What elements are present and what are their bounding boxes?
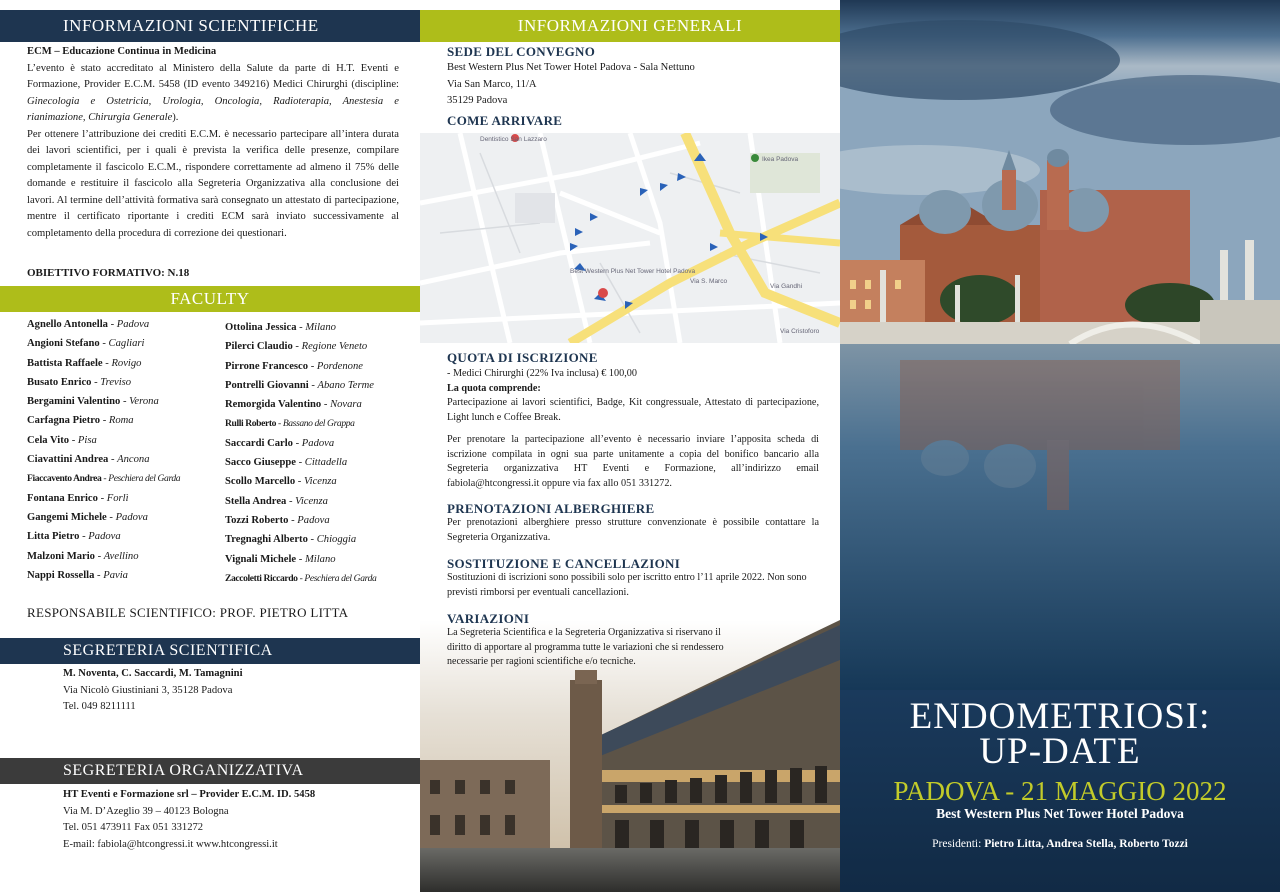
faculty-name: Remorgida Valentino [225,399,322,411]
faculty-name: Pontrelli Giovanni [225,379,309,391]
faculty-city: Pisa [77,434,97,446]
faculty-city: Padova [297,514,330,526]
venue-city: 35129 Padova [447,95,508,106]
faculty-list-right [225,318,425,588]
organizing-secretariat [63,787,315,853]
organizing-secretariat-header: SEGRETERIA ORGANIZZATIVA [0,758,420,784]
presidents-line [840,838,1280,850]
faculty-name: Fontana Enrico [27,492,98,504]
seg-org-mail: E-mail: fabiola@htcongressi.it www.htcongressi.it [63,838,278,850]
faculty-name: Malzoni Mario [27,550,95,562]
fee-includes-text: Partecipazione ai lavori scientifici, Badge, Kit congressuale, Attestato di partecipazione, Light lunch e Coffee Break. [447,397,819,423]
faculty-city: Chioggia [316,534,357,546]
faculty-name: Gangemi Michele [27,511,107,523]
cover-panel [840,0,1280,892]
faculty-member: Busato Enrico - Treviso [27,376,132,388]
seg-sci-names: M. Noventa, C. Saccardi, M. Tamagnini [63,668,243,679]
faculty-name: Tozzi Roberto [225,514,289,526]
ecm-paragraph-1 [27,61,399,127]
faculty-member: Pirrone Francesco - Pordenone [225,360,363,372]
scientific-info-header: INFORMAZIONI SCIENTIFICHE [0,10,420,42]
faculty-name: Busato Enrico [27,376,92,388]
directions-heading: COME ARRIVARE [447,113,563,128]
cancellation-heading: SOSTITUZIONE E CANCELLAZIONI [447,556,681,571]
directions-map [420,133,840,343]
faculty-member: Cela Vito - Pisa [27,434,97,446]
faculty-city: Vicenza [295,495,328,507]
venue-heading: SEDE DEL CONVEGNO [447,44,596,59]
faculty-city: Padova [115,511,148,523]
faculty-member: Pilerci Claudio - Regione Veneto [225,341,368,353]
faculty-name: Sacco Giuseppe [225,457,296,469]
map-label-lazzaro: Dentistico San Lazzaro [480,136,547,143]
faculty-member: Litta Pietro - Padova [27,531,121,543]
faculty-city: Cagliari [108,338,145,350]
map-label-ikea: Ikea Padova [762,156,799,163]
ecm-p1-text: L’evento è stato accreditato al Ministero della Salute da parte di H.T. Eventi e Formazione, Provider E.C.M. 5458 (ID evento 349216) Medici Chirurghi (discipline: [27,62,399,90]
faculty-city: Bassano del Grappa [282,418,355,430]
fee-booking-text: Per prenotare la partecipazione all’evento è necessario inviare l’apposita scheda di iscrizione compilata in ogni sua parte unitamente a copia del bonifico bancario alla Segreteria organizzativa HT Eventi e Formazione, all’indirizzo email fabiola@htcongressi.it oppure via fax allo 051 331272. [447,434,819,489]
event-title-line-1: ENDOMETRIOSI: [909,696,1211,737]
faculty-city: Avellino [103,550,139,562]
venue-street: Via San Marco, 11/A [447,78,537,90]
hotel-pin-icon [598,288,608,298]
event-venue: Best Western Plus Net Tower Hotel Padova [936,806,1184,821]
faculty-name: Zaccoletti Riccardo [225,572,298,584]
seg-org-name: HT Eventi e Formazione srl – Provider E.C.M. ID. 5458 [63,789,316,800]
faculty-city: Roma [108,415,134,427]
map-label-cristoforo: Via Cristoforo [780,328,820,335]
presidents-label: Presidenti: [932,838,985,850]
map-graphic [420,133,840,343]
map-label-hotel: Best Western Plus Net Tower Hotel Padova [570,268,696,275]
faculty-name: Rulli Roberto [225,418,277,430]
ecm-paragraph-2: Per ottenere l’attribuzione dei crediti E.C.M. è necessario partecipare all’intera durata dei lavori scientifici, per i quali è prevista la verifica delle presenze, compilare completamente il fascicolo E.C.M., rispondere correttamente ad almeno il 75% delle domande e restituire il fascicolo alla Segreteria Organizzativa alla conclusione dei lavori. Al termine dell’attività formativa sarà consegnato un attestato di partecipazione, mentre il certificato riportante i crediti ECM sarà inviato successivamente al completamento della procedura di correzione dei questionari. [27,128,399,239]
faculty-name: Pirrone Francesco [225,360,309,372]
faculty-member: Gangemi Michele - Padova [27,511,148,523]
fee-price: - Medici Chirurghi (22% Iva inclusa) € 100,00 [447,368,637,379]
seg-sci-address: Via Nicolò Giustiniani 3, 35128 Padova [63,684,233,696]
event-title-line-2: UP-DATE [979,731,1141,772]
faculty-name: Agnello Antonella [27,319,108,330]
ecm-section [27,44,399,242]
venue-details [447,60,695,110]
middle-panel [420,0,840,892]
event-date: PADOVA - 21 MAGGIO 2022 [893,776,1227,806]
faculty-city: Peschiera del Garda [304,572,377,584]
faculty-name: Scollo Marcello [225,476,296,488]
faculty-city: Novara [330,399,362,411]
faculty-member: Rulli Roberto - Bassano del Grappa [225,418,355,430]
faculty-header: FACULTY [0,286,420,312]
faculty-city: Padova [116,319,150,330]
changes-text: La Segreteria Scientifica e la Segreteria Organizzativa si riservano il diritto di apportare al programma tutte le variazioni che si rendessero necessarie per ragioni scientifiche e/o tecniche. [447,627,724,667]
fee-heading: QUOTA DI ISCRIZIONE [447,350,598,365]
map-label-san-marco: Via S. Marco [690,278,728,285]
faculty-city: Cittadella [304,457,348,469]
faculty-member: Nappi Rossella - Pavia [27,569,128,581]
faculty-list-left [27,315,227,585]
venue-hotel-line [447,60,695,77]
faculty-name: Fiaccavento Andrea [27,473,102,485]
faculty-member: Angioni Stefano - Cagliari [27,338,145,350]
cancellation-text: Sostituzioni di iscrizioni sono possibili solo per iscritto entro l’11 aprile 2022. Non sono previsti rimborsi per eventuali cancellazioni. [447,572,807,598]
faculty-name: Tregnaghi Alberto [225,534,308,546]
faculty-member: Tregnaghi Alberto - Chioggia [225,534,357,546]
faculty-member: Bergamini Valentino - Verona [27,396,159,408]
faculty-city: Forlì [106,492,129,504]
changes-heading: VARIAZIONI [447,611,530,626]
ecm-title: ECM – Educazione Continua in Medicina [27,46,217,57]
faculty-name: Pilerci Claudio [225,341,293,353]
faculty-name: Angioni Stefano [27,338,100,350]
faculty-city: Ancona [117,454,150,466]
faculty-member: Ciavattini Andrea - Ancona [27,454,150,466]
seg-org-address: Via M. D’Azeglio 39 – 40123 Bologna [63,805,229,817]
fee-section [447,366,819,491]
seg-org-tel: Tel. 051 473911 Fax 051 331272 [63,822,204,833]
faculty-name: Vignali Michele [225,553,297,565]
scientific-secretariat [63,666,243,716]
faculty-city: Abano Terme [317,379,374,391]
faculty-name: Ottolina Jessica [225,322,297,333]
faculty-member: Zaccoletti Riccardo - Peschiera del Garda [225,572,377,584]
faculty-city: Milano [305,322,336,333]
faculty-city: Regione Veneto [301,341,368,353]
faculty-city: Rovigo [111,357,142,369]
hotel-booking-heading: PRENOTAZIONI ALBERGHIERE [447,501,655,516]
faculty-name: Carfagna Pietro [27,415,101,427]
faculty-member: Stella Andrea - Vicenza [225,495,328,507]
faculty-name: Nappi Rossella [27,569,95,581]
faculty-member: Vignali Michele - Milano [225,553,336,565]
faculty-city: Milano [304,553,336,565]
scientific-responsible: RESPONSABILE SCIENTIFICO: PROF. PIETRO LITTA [27,605,349,620]
faculty-member: Pontrelli Giovanni - Abano Terme [225,379,374,391]
ecm-p1-end: ). [172,112,179,123]
faculty-city: Pordenone [316,360,363,372]
faculty-name: Saccardi Carlo [225,437,293,449]
faculty-city: Peschiera del Garda [108,473,181,485]
faculty-member: Tozzi Roberto - Padova [225,514,330,526]
general-info-header: INFORMAZIONI GENERALI [420,10,840,42]
faculty-member: Battista Raffaele - Rovigo [27,357,142,369]
faculty-member: Remorgida Valentino - Novara [225,399,362,411]
faculty-city: Padova [88,531,121,543]
faculty-name: Litta Pietro [27,531,80,543]
faculty-name: Bergamini Valentino [27,396,121,408]
faculty-name: Ciavattini Andrea [27,454,109,466]
faculty-city: Padova [301,437,335,449]
ecm-disciplines: Ginecologia e Ostetricia, Urologia, Oncologia, Radioterapia, Anestesia e rianimazione, Chirurgia Generale [27,95,399,123]
faculty-member: Fontana Enrico - Forlì [27,492,129,504]
faculty-member: Fiaccavento Andrea - Peschiera del Garda [27,473,181,485]
faculty-member: Agnello Antonella - Padova [27,319,150,330]
faculty-city: Pavia [103,569,128,581]
scientific-secretariat-header: SEGRETERIA SCIENTIFICA [0,638,420,664]
fee-includes-title: La quota comprende: [447,383,541,394]
seg-sci-tel: Tel. 049 8211111 [63,701,136,712]
faculty-member: Malzoni Mario - Avellino [27,550,139,562]
faculty-member: Ottolina Jessica - Milano [225,322,336,333]
faculty-name: Stella Andrea [225,495,287,507]
faculty-city: Verona [129,396,159,408]
hotel-booking-text: Per prenotazioni alberghiere presso strutture convenzionate è possibile contattare la Segreteria Organizzativa. [447,517,819,543]
faculty-member: Sacco Giuseppe - Cittadella [225,457,348,469]
faculty-city: Treviso [100,376,132,388]
ikea-pin-icon [751,154,759,162]
map-label-gandhi: Via Gandhi [770,283,803,290]
left-panel [0,0,420,892]
faculty-name: Cela Vito [27,434,70,446]
venue-hotel: Best Western Plus Net Tower Hotel Padova [447,62,631,73]
presidents-names: Pietro Litta, Andrea Stella, Roberto Tozzi [984,838,1188,850]
faculty-member: Saccardi Carlo - Padova [225,437,335,449]
faculty-city: Vicenza [303,476,337,488]
faculty-name: Battista Raffaele [27,357,103,369]
training-objective: OBIETTIVO FORMATIVO: N.18 [27,267,190,279]
venue-room: - Sala Nettuno [630,62,695,73]
faculty-member: Carfagna Pietro - Roma [27,415,134,427]
faculty-member: Scollo Marcello - Vicenza [225,476,337,488]
